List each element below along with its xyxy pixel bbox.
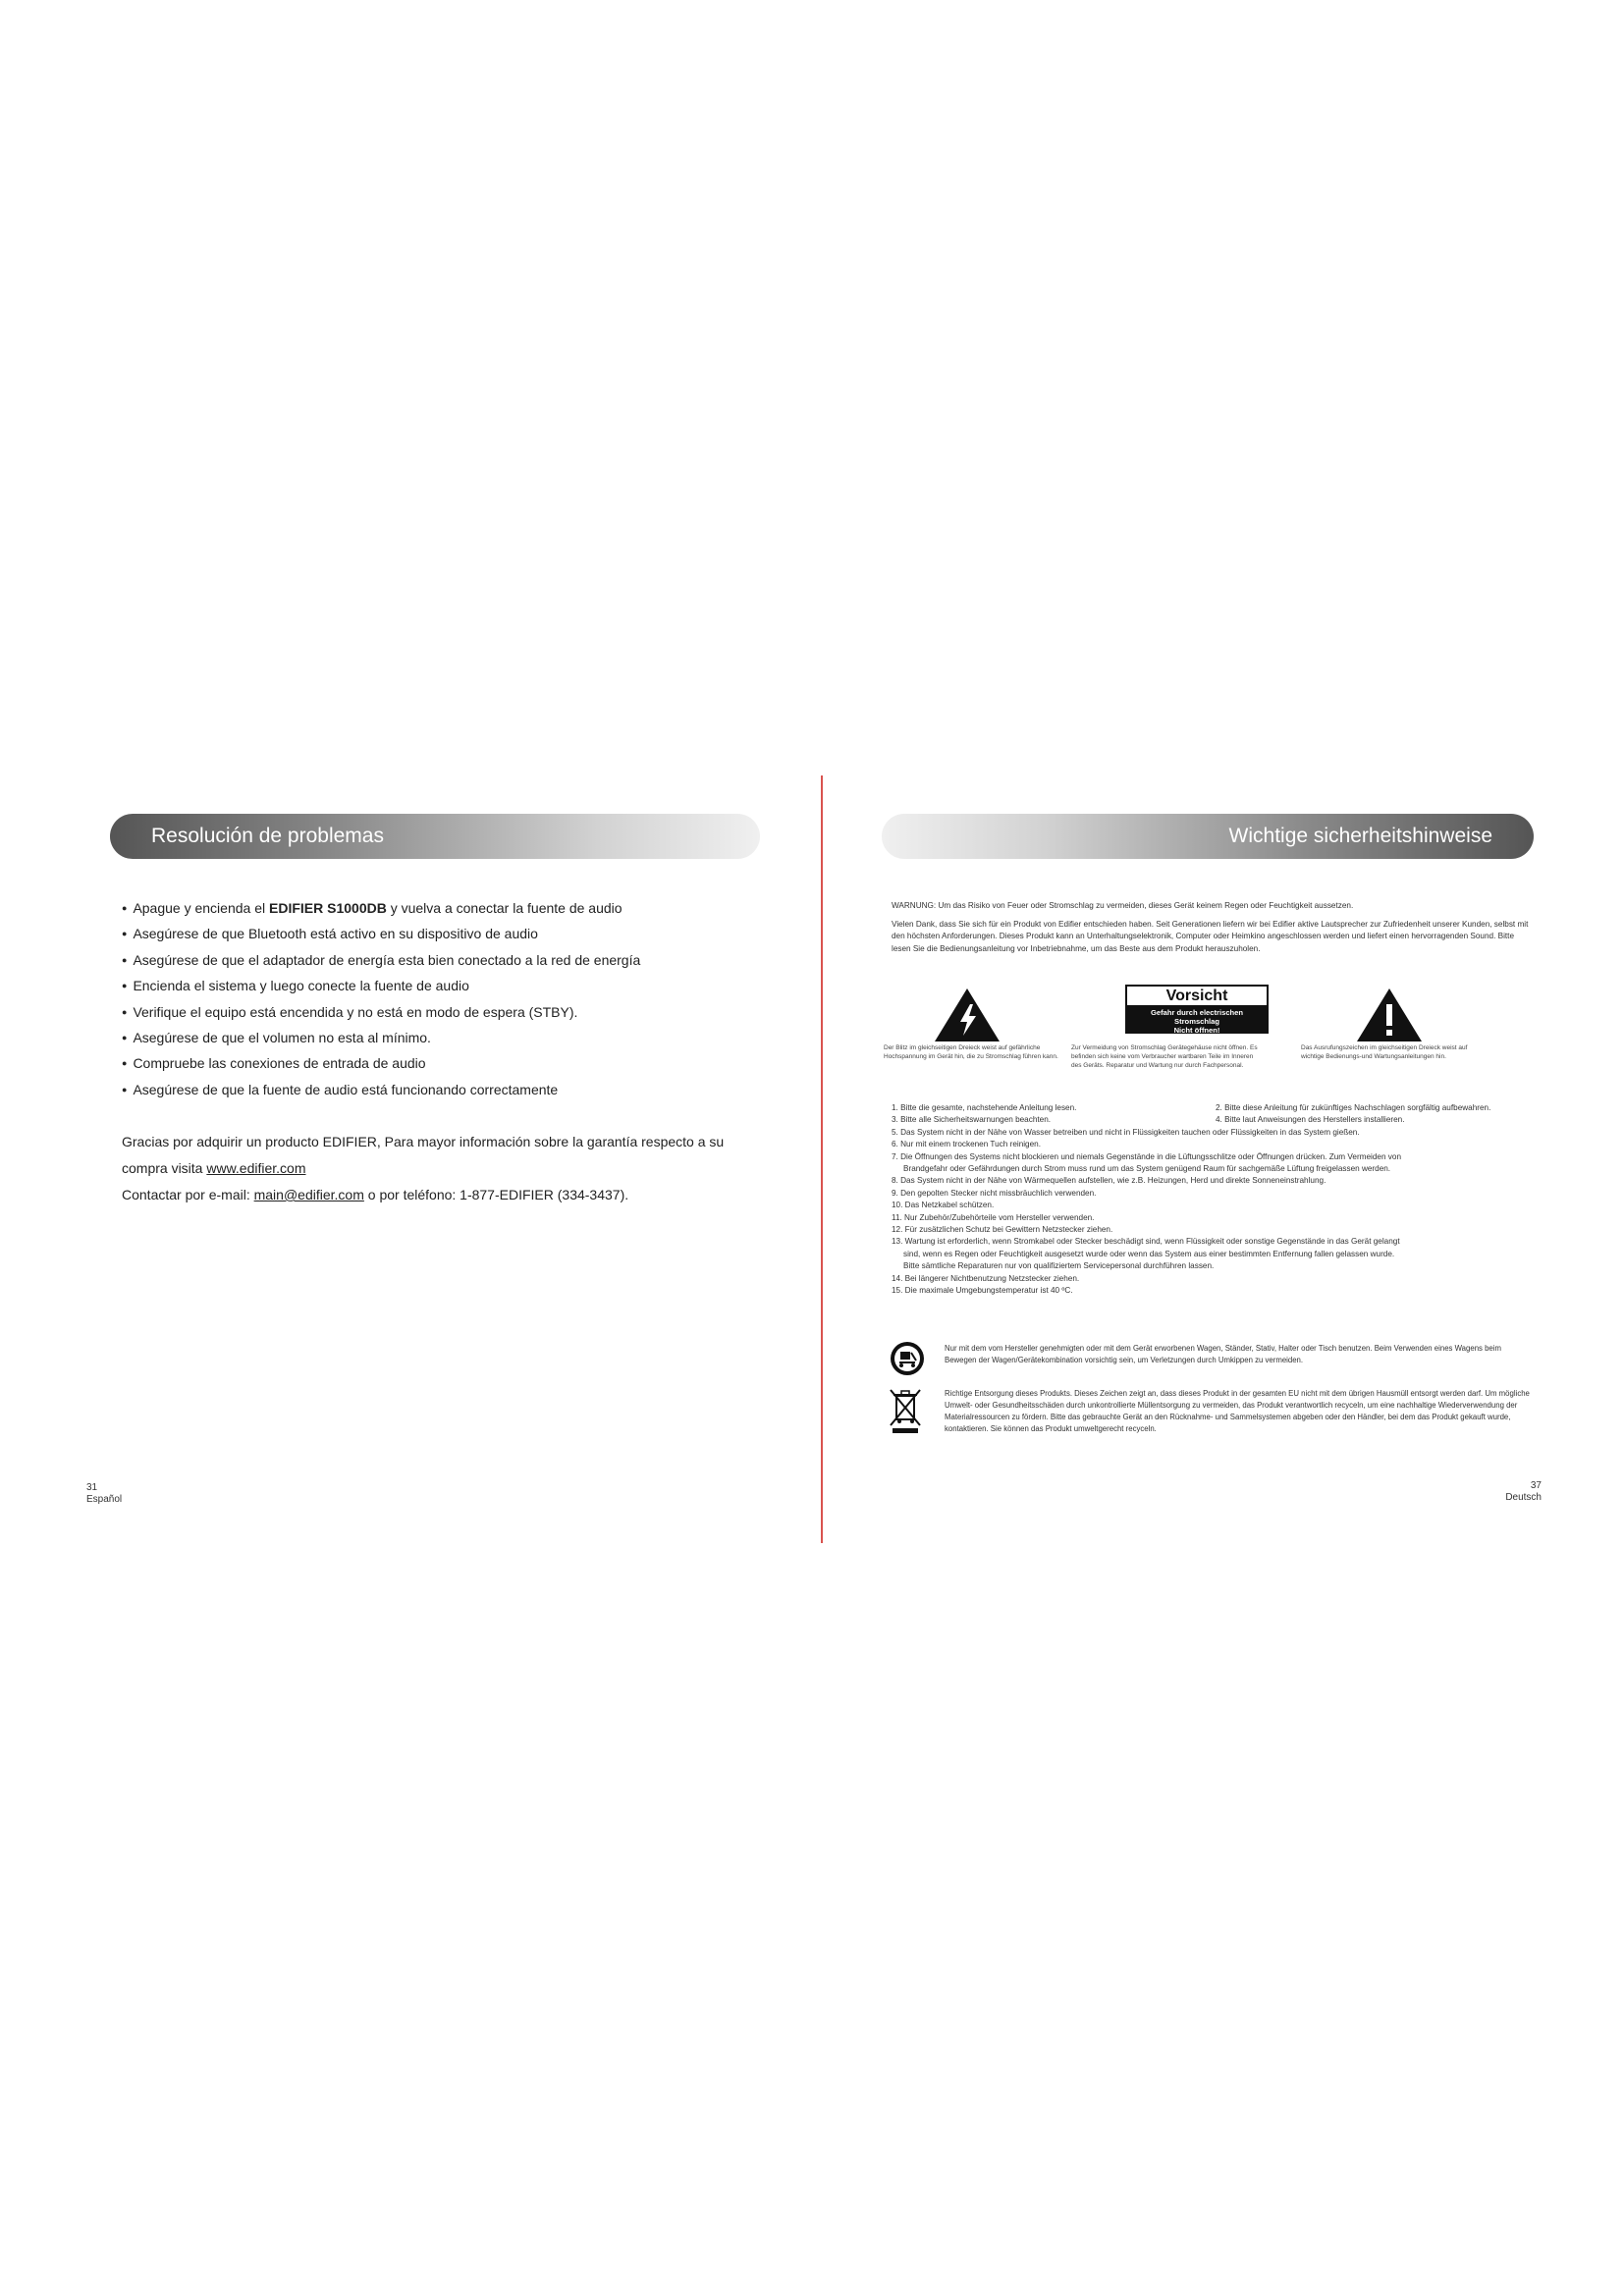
list-item: 1. Bitte die gesamte, nachstehende Anleitung lesen. 2. Bitte diese Anleitung für zukünftiges Nachschlagen sorgfältig aufbewahren.	[892, 1103, 1491, 1112]
section-title: Wichtige sicherheitshinweise	[1228, 825, 1492, 847]
page-language: Español	[86, 1494, 123, 1505]
cart-warning-text: Nur mit dem vom Hersteller genehmigten oder mit dem Gerät erworbenen Wagen, Ständer, Stativ, Halter oder Tisch benutzen. Beim Verwenden eines Wagens beim Bewegen der Wagen/Gerätekombination vorsichtig sein, um Verletzungen durch Umkippen zu vermeiden.	[945, 1344, 1501, 1364]
intro-text: Vielen Dank, dass Sie sich für ein Produkt von Edifier entschieden haben. Seit Generationen liefern wir bei Edifier aktive Lautsprecher zur Zufriedenheit unserer Kunden, selbst mit den höchsten Anforderungen. Dieses Produkt kann an Unterhaltungselektronik, Computer oder Heimkino angeschlossen werden und liefert einen hervorragenden Sound. Bitte lesen Sie die Bedienungsanleitung vor Inbetriebnahme, um das Beste aus dem Produkt herauszuholen.	[892, 920, 1529, 953]
vorsicht-label: Vorsicht Gefahr durch electrischen Stromschlag Nicht öffnen!	[1125, 985, 1269, 1034]
page-footer-right	[1483, 1480, 1542, 1504]
list-item-continued: Bitte sämtliche Reparaturen nur von qualifiziertem Servicepersonal durchführen lassen.	[903, 1261, 1215, 1271]
list-item: 10. Das Netzkabel schützen.	[892, 1201, 995, 1210]
list-item: ● Encienda el sistema y luego conecte la fuente de audio	[122, 973, 750, 998]
contact-line: Contactar por e-mail: main@edifier.com o por teléfono: 1-877-EDIFIER (334-3437).	[122, 1187, 629, 1202]
safety-instructions-list	[892, 1102, 1530, 1298]
list-item: 7. Die Öffnungen des Systems nicht blockieren und niemals Gegenstände in die Lüftungsschlitze oder Öffnungen drücken. Zum Vermeiden von	[892, 1151, 1402, 1161]
page-divider	[821, 775, 823, 1543]
page-number: 37	[1530, 1480, 1542, 1491]
caption-lightning: Der Blitz im gleichseitigen Dreieck weist auf gefährliche Hochspannung im Gerät hin, die zu Stromschlag führen kann.	[884, 1044, 1058, 1060]
list-item: 12. Für zusätzlichen Schutz bei Gewittern Netzstecker ziehen.	[892, 1225, 1113, 1235]
email-link[interactable]: main@edifier.com	[253, 1187, 364, 1202]
website-link[interactable]: www.edifier.com	[206, 1160, 306, 1176]
contact-block	[122, 1129, 770, 1208]
list-item: 5. Das System nicht in der Nähe von Wasser betreiben und nicht in Flüssigkeiten tauchen oder Flüssigkeiten in das System gießen.	[892, 1127, 1360, 1137]
warning-text: WARNUNG: Um das Risiko von Feuer oder Stromschlag zu vermeiden, dieses Gerät keinem Regen oder Feuchtigkeit aussetzen.	[892, 901, 1354, 910]
list-item: 13. Wartung ist erforderlich, wenn Stromkabel oder Stecker beschädigt sind, wenn Flüssigkeit oder sonstige Gegenstände in das Gerät gelangt	[892, 1237, 1400, 1247]
list-item: ● Asegúrese de que Bluetooth está activo en su dispositivo de audio	[122, 921, 750, 946]
thanks-text: Gracias por adquirir un producto EDIFIER, Para mayor información sobre la garantía respecto a su	[122, 1134, 725, 1149]
section-title: Resolución de problemas	[151, 825, 384, 847]
list-item: ● Verifique el equipo está encendida y no está en modo de espera (STBY).	[122, 999, 750, 1025]
list-item: ● Asegúrese de que la fuente de audio está funcionando correctamente	[122, 1077, 750, 1102]
exclamation-warning-icon	[1355, 987, 1424, 1043]
list-item-continued: sind, wenn es Regen oder Feuchtigkeit ausgesetzt wurde oder wenn das System aus einer bestimmten Entfernung fallen gelassen wurde.	[903, 1249, 1395, 1258]
section-header-es	[110, 814, 760, 859]
list-item: ● Compruebe las conexiones de entrada de audio	[122, 1050, 750, 1076]
list-item: ● Asegúrese de que el volumen no esta al mínimo.	[122, 1025, 750, 1050]
list-item: 3. Bitte alle Sicherheitswarnungen beachten. 4. Bitte laut Anweisungen des Herstellers installieren.	[892, 1115, 1405, 1125]
lightning-warning-icon	[933, 987, 1001, 1043]
list-item: 11. Nur Zubehör/Zubehörteile vom Hersteller verwenden.	[892, 1212, 1095, 1222]
section-header-de	[882, 814, 1534, 859]
list-item: 15. Die maximale Umgebungstemperatur ist 40 ºC.	[892, 1286, 1073, 1296]
caption-exclamation: Das Ausrufungszeichen im gleichseitigen Dreieck weist auf wichtige Bedienungs-und Wartungsanleitungen hin.	[1301, 1044, 1468, 1060]
cart-tipover-icon	[890, 1341, 925, 1376]
list-item-continued: Brandgefahr oder Gefährdungen durch Strom muss rund um das System genügend Raum für sachgemäße Lüftung freigelassen werden.	[903, 1164, 1391, 1174]
list-item: ● Apague y encienda el EDIFIER S1000DB y vuelva a conectar la fuente de audio	[122, 895, 750, 921]
troubleshooting-list	[122, 895, 750, 1102]
list-item: 9. Den gepolten Stecker nicht missbräuchlich verwenden.	[892, 1188, 1097, 1198]
list-item: 8. Das System nicht in der Nähe von Wärmequellen aufstellen, wie z.B. Heizungen, Herd und direkte Sonneneinstrahlung.	[892, 1176, 1326, 1186]
page-number: 31	[86, 1482, 98, 1493]
list-item: 6. Nur mit einem trockenen Tuch reinigen.	[892, 1140, 1041, 1149]
list-item: ● Asegúrese de que el adaptador de energía esta bien conectado a la red de energía	[122, 947, 750, 973]
weee-bin-icon	[888, 1386, 923, 1435]
website-line: compra visita www.edifier.com	[122, 1160, 306, 1176]
page-language: Deutsch	[1505, 1492, 1542, 1503]
disposal-text: Richtige Entsorgung dieses Produkts. Dieses Zeichen zeigt an, dass dieses Produkt in der gesamten EU nicht mit dem übrigen Hausmüll entsorgt werden darf. Um mögliche Umwelt- oder Gesundheitsschäden durch unkontrollierte Müllentsorgung zu vermeiden, das Produkt verantwortlich recyceln, um eine nachhaltige Wiederverwendung der Materialressourcen zu fördern. Bitte das gebrauchte Gerät an den Rücknahme- und Sammelsystemen abgeben oder den Händler, bei dem das Produkt gekauft wurde, kontaktieren. Sie können das Produkt umweltgerecht recyceln.	[945, 1389, 1530, 1433]
page-footer-left	[86, 1482, 122, 1506]
caption-vorsicht: Zur Vermeidung von Stromschlag Gerätegehäuse nicht öffnen. Es befinden sich keine vom Verbraucher wartbaren Teile im Inneren des Geräts. Reparatur und Wartung nur durch Fachpersonal.	[1071, 1044, 1258, 1069]
list-item: 14. Bei längerer Nichtbenutzung Netzstecker ziehen.	[892, 1273, 1080, 1283]
